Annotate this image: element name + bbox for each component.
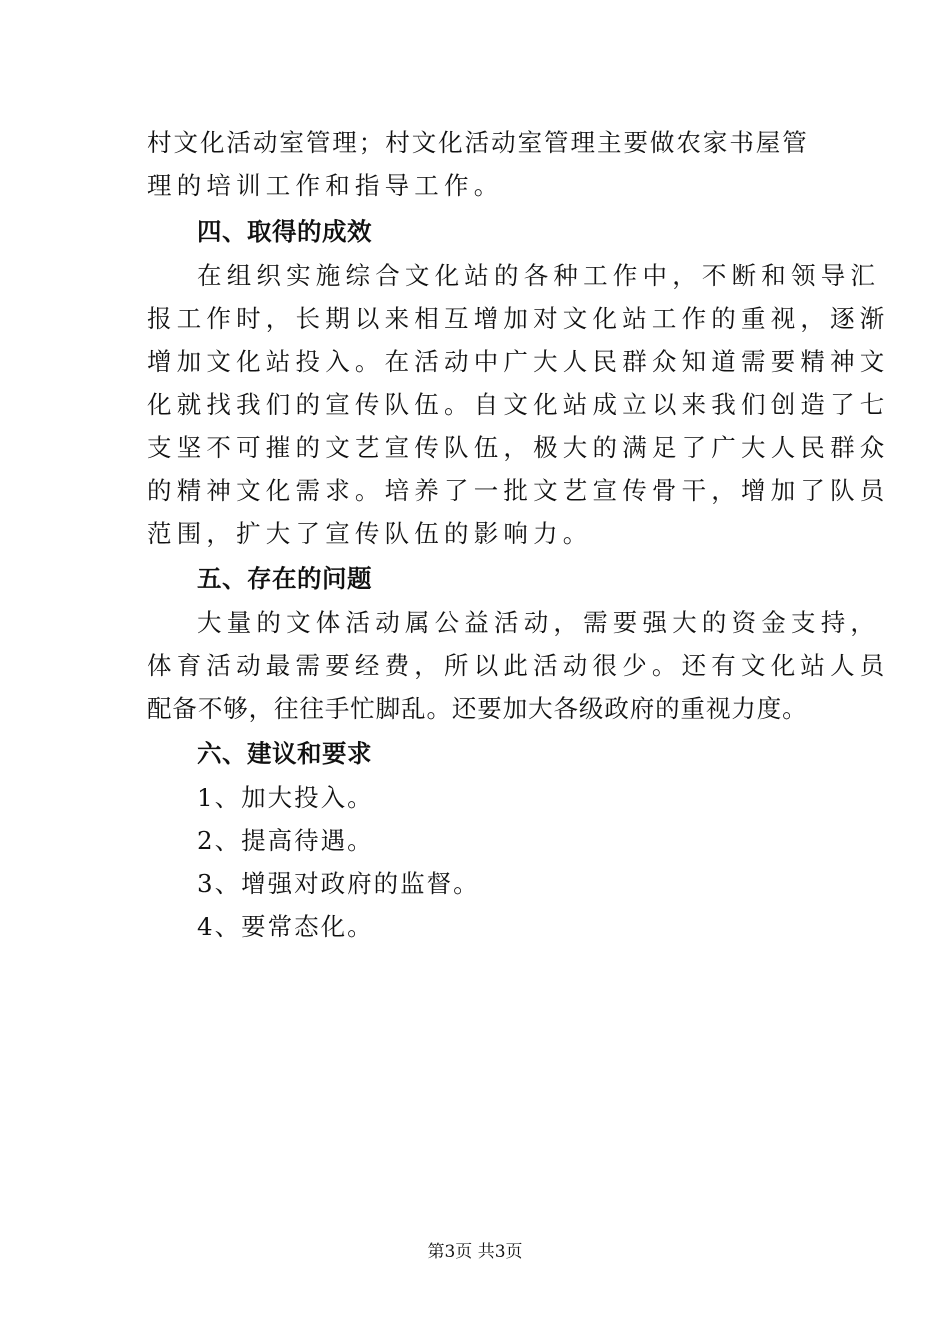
justified-char: 理 [332,128,357,157]
justified-char: 度 [756,694,782,723]
body-text-line: 化就找我们的宣传队伍。自文化站成立以来我们创造了七 [147,390,890,419]
justified-char: 活 [226,128,251,157]
justified-char: ； [358,128,384,157]
justified-char: 活 [464,128,490,157]
body-text-line: 在组织实施综合文化站的各种工作中，不断和领导汇 [197,261,881,290]
justified-char: 备 [172,694,197,723]
list-item: 3、增强对政府的监督。 [197,869,480,898]
body-text-line [147,123,807,163]
justified-char: 重 [680,694,706,723]
justified-char: 不 [197,694,223,723]
justified-char: 往 [274,694,299,723]
justified-char: 乱 [401,694,426,723]
justified-char: 室 [517,128,543,157]
body-text-line: 支坚不可摧的文艺宣传队伍，极大的满足了广大人民群众 [147,433,890,462]
page-footer: 第3页 共3页 [427,1242,523,1262]
justified-char: 家 [702,128,728,157]
justified-char: 做 [649,128,675,157]
justified-char: 管 [305,128,331,157]
justified-char: 文 [411,128,437,157]
body-text-line: 理的培训工作和指导工作。 [147,171,504,200]
justified-char: 。 [426,694,451,723]
justified-char: ， [248,694,274,723]
justified-char: 要 [623,128,648,157]
body-text-line: 的精神文化需求。培养了一批文艺宣传骨干，增加了队员 [147,476,890,505]
justified-char: 管 [544,128,569,157]
body-text-line: 体育活动最需要经费，所以此活动很少。还有文化站人员 [147,651,890,680]
justified-char: 各 [553,694,578,723]
body-text-line: 范围，扩大了宣传队伍的影响力。 [147,519,593,548]
justified-char: 政 [604,694,629,723]
justified-char: 往 [299,694,324,723]
body-text-line: 报工作时，长期以来相互增加对文化站工作的重视，逐渐 [147,304,890,333]
justified-char: 忙 [350,694,375,723]
justified-char: 大 [528,694,553,723]
list-item: 2、提高待遇。 [197,826,374,855]
justified-char: 力 [731,694,756,723]
justified-char: 化 [199,128,225,157]
justified-char: 脚 [375,694,401,723]
justified-char: 府 [629,694,655,723]
section-heading: 四、取得的成效 [197,217,372,246]
justified-char: 化 [438,128,463,157]
justified-char: 书 [729,128,754,157]
section-heading: 六、建议和要求 [197,739,372,768]
justified-char: 室 [279,128,304,157]
list-item: 4、要常态化。 [197,912,374,941]
section-heading: 五、存在的问题 [197,564,372,593]
justified-char: 管 [782,128,807,157]
justified-char: 够 [223,694,248,723]
justified-char: 村 [147,128,172,157]
body-text-line: 大量的文体活动属公益活动，需要强大的资金支持， [197,608,881,637]
list-item: 1、加大投入。 [197,783,374,812]
justified-char: 视 [705,694,731,723]
justified-char: 屋 [755,128,781,157]
justified-char: 加 [502,694,528,723]
body-text-line: 增加文化站投入。在活动中广大人民群众知道需要精神文 [147,347,890,376]
justified-char: 村 [385,128,410,157]
justified-char: 手 [324,694,350,723]
justified-char: 。 [782,694,807,723]
justified-char: 动 [491,128,516,157]
justified-char: 农 [676,128,701,157]
justified-char: 动 [252,128,278,157]
justified-char: 还 [451,694,477,723]
justified-char: 文 [173,128,198,157]
justified-char: 理 [570,128,595,157]
justified-char: 配 [147,694,172,723]
body-text-line [147,689,807,729]
justified-char: 级 [578,694,604,723]
justified-char: 的 [655,694,680,723]
justified-char: 主 [596,128,622,157]
justified-char: 要 [477,694,502,723]
